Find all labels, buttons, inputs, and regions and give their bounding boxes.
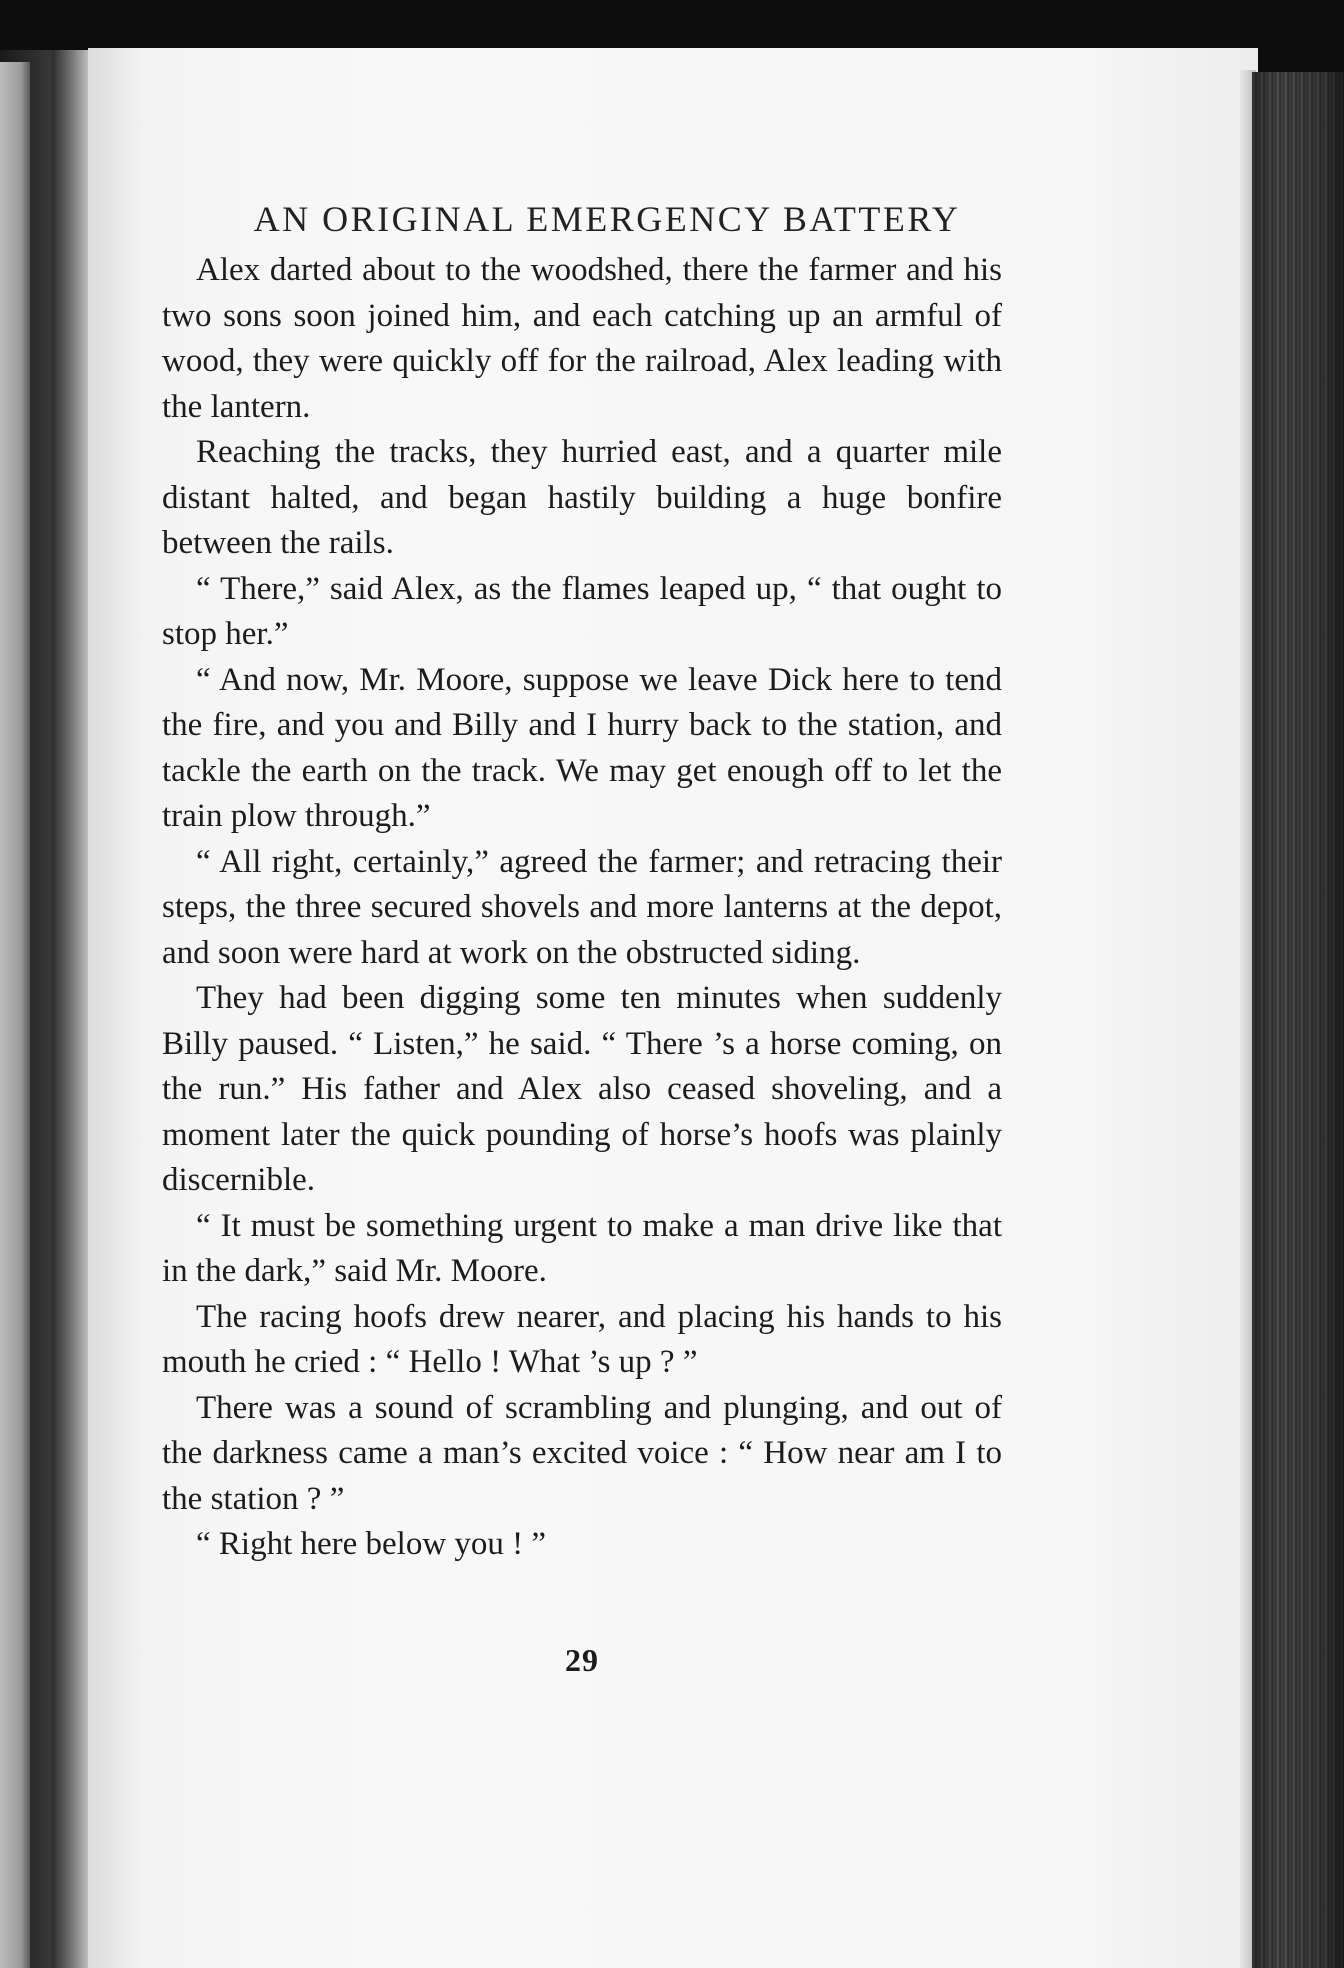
book-gutter bbox=[52, 50, 92, 1968]
paragraph: “ There,” said Alex, as the flames leaped up, “ that ought to stop her.” bbox=[162, 570, 1002, 652]
paragraph: “ All right, certainly,” agreed the farmer; and retracing their steps, the three secured shovels and more lanterns at the depot, and soon were hard at work on the obstructed siding. bbox=[162, 843, 1002, 971]
fore-edge-shadow bbox=[1252, 72, 1344, 1968]
paragraph: “ Right here below you ! ” bbox=[196, 1526, 547, 1562]
paragraph: Reaching the tracks, they hurried east, and a quarter mile distant halted, and began hastily building a huge bonfire between the rails. bbox=[162, 434, 1002, 561]
paragraph: They had been digging some ten minutes when suddenly Billy paused. “ Listen,” he said. “ There ’s a horse coming, on the run.” His father and Alex also ceased shoveling, and a moment later the quick pounding of horse’s hoofs was plainly discernible. bbox=[162, 980, 1002, 1198]
paragraph: There was a sound of scrambling and plunging, and out of the darkness came a man’s excited voice : “ How near am I to the station ? ” bbox=[162, 1389, 1002, 1517]
paragraph: Alex darted about to the woodshed, there the farmer and his two sons soon joined him, and each catching up an armful of wood, they were quickly off for the railroad, Alex leading with the lantern. bbox=[162, 252, 1002, 425]
facing-page-sliver bbox=[0, 62, 30, 1968]
page-number: 29 bbox=[565, 1642, 599, 1678]
paragraph: “ It must be something urgent to make a man drive like that in the dark,” said Mr. Moore. bbox=[162, 1207, 1002, 1289]
running-head: AN ORIGINAL EMERGENCY BATTERY bbox=[253, 199, 961, 239]
page-text bbox=[162, 196, 1002, 1568]
paragraph: The racing hoofs drew nearer, and placing his hands to his mouth he cried : “ Hello ! What ’s up ? ” bbox=[162, 1298, 1002, 1380]
paragraph: “ And now, Mr. Moore, suppose we leave Dick here to tend the fire, and you and Billy and I hurry back to the station, and tackle the earth on the track. We may get enough off to let the train plow through.” bbox=[162, 661, 1002, 834]
